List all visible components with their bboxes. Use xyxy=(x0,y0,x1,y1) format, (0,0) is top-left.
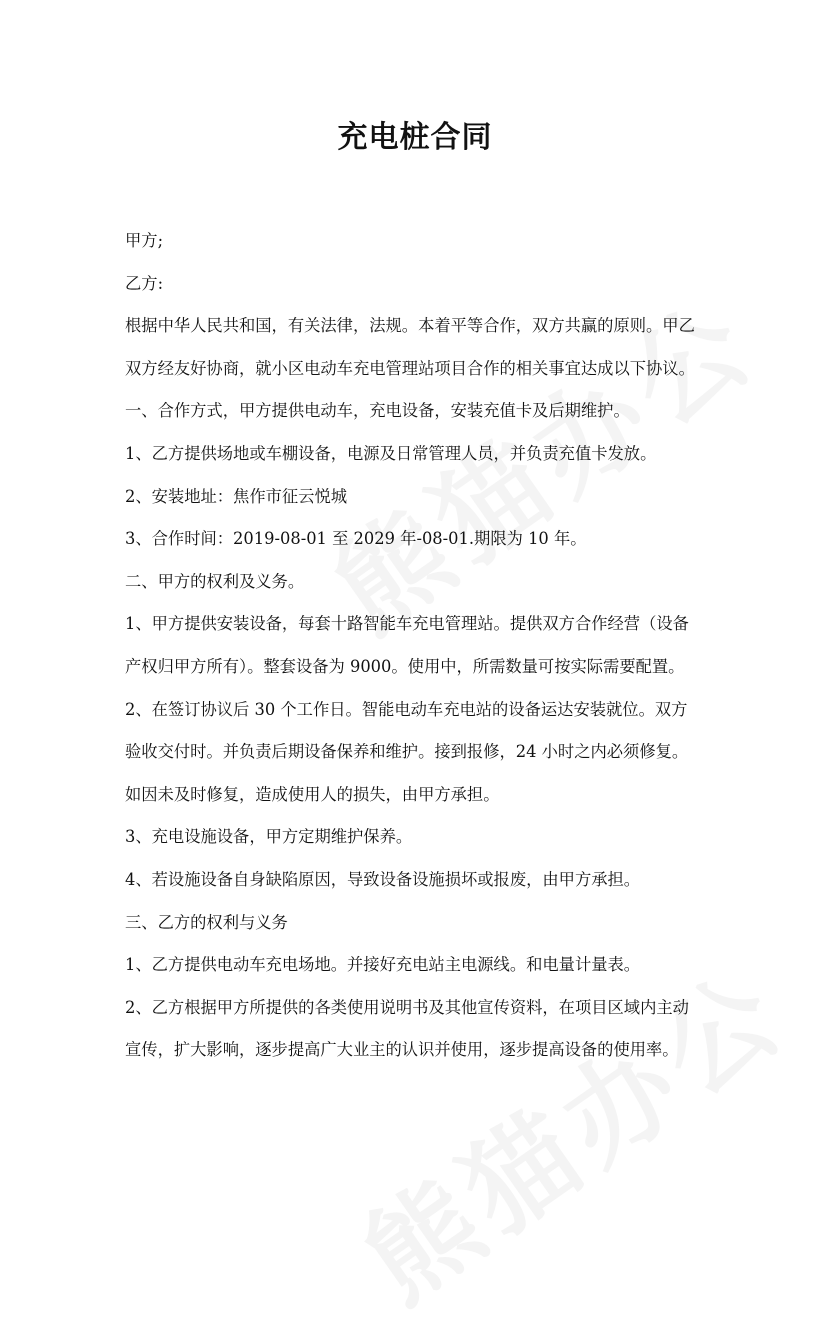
preamble-line: 双方经友好协商，就小区电动车充电管理站项目合作的相关事宜达成以下协议。 xyxy=(125,358,695,378)
clause-line: 3、充电设施设备，甲方定期维护保养。 xyxy=(125,827,413,847)
clause-line: 如因未及时修复，造成使用人的损失，由甲方承担。 xyxy=(125,784,500,804)
party-b-line: 乙方: xyxy=(125,273,164,293)
clause-line: 验收交付时。并负责后期设备保养和维护。接到报修，24 小时之内必须修复。 xyxy=(125,742,689,762)
clause-line: 2、安装地址：焦作市征云悦城 xyxy=(125,486,348,506)
clause-line: 1、乙方提供电动车充电场地。并接好充电站主电源线。和电量计量表。 xyxy=(125,955,641,975)
clause-line: 3、合作时间：2019-08-01 至 2029 年-08-01.期限为 10 年。 xyxy=(125,529,587,549)
clause-line: 4、若设施设备自身缺陷原因，导致设备设施损坏或报废，由甲方承担。 xyxy=(125,869,641,889)
clause-line: 1、乙方提供场地或车棚设备，电源及日常管理人员，并负责充值卡发放。 xyxy=(125,443,657,463)
section-heading: 二、甲方的权利及义务。 xyxy=(125,571,305,591)
document-title: 充电桩合同 xyxy=(337,120,493,155)
clause-line: 2、乙方根据甲方所提供的各类使用说明书及其他宣传资料，在项目区域内主动 xyxy=(125,997,689,1017)
clause-line: 2、在签订协议后 30 个工作日。智能电动车充电站的设备运达安装就位。双方 xyxy=(125,699,688,719)
preamble-line: 根据中华人民共和国，有关法律，法规。本着平等合作，双方共赢的原则。甲乙 xyxy=(125,316,695,336)
clause-line: 宣传，扩大影响，逐步提高广大业主的认识并使用，逐步提高设备的使用率。 xyxy=(125,1040,679,1060)
party-a-line: 甲方; xyxy=(125,231,164,250)
document-body xyxy=(125,220,710,1072)
clause-line: 1、甲方提供安装设备，每套十路智能车充电管理站。提供双方合作经营（设备 xyxy=(125,614,689,634)
clause-line: 产权归甲方所有）。整套设备为 9000。使用中，所需数量可按实际需要配置。 xyxy=(125,656,685,676)
section-heading: 一、合作方式，甲方提供电动车，充电设备，安装充值卡及后期维护。 xyxy=(125,401,630,421)
section-heading: 三、乙方的权利与义务 xyxy=(125,912,288,932)
